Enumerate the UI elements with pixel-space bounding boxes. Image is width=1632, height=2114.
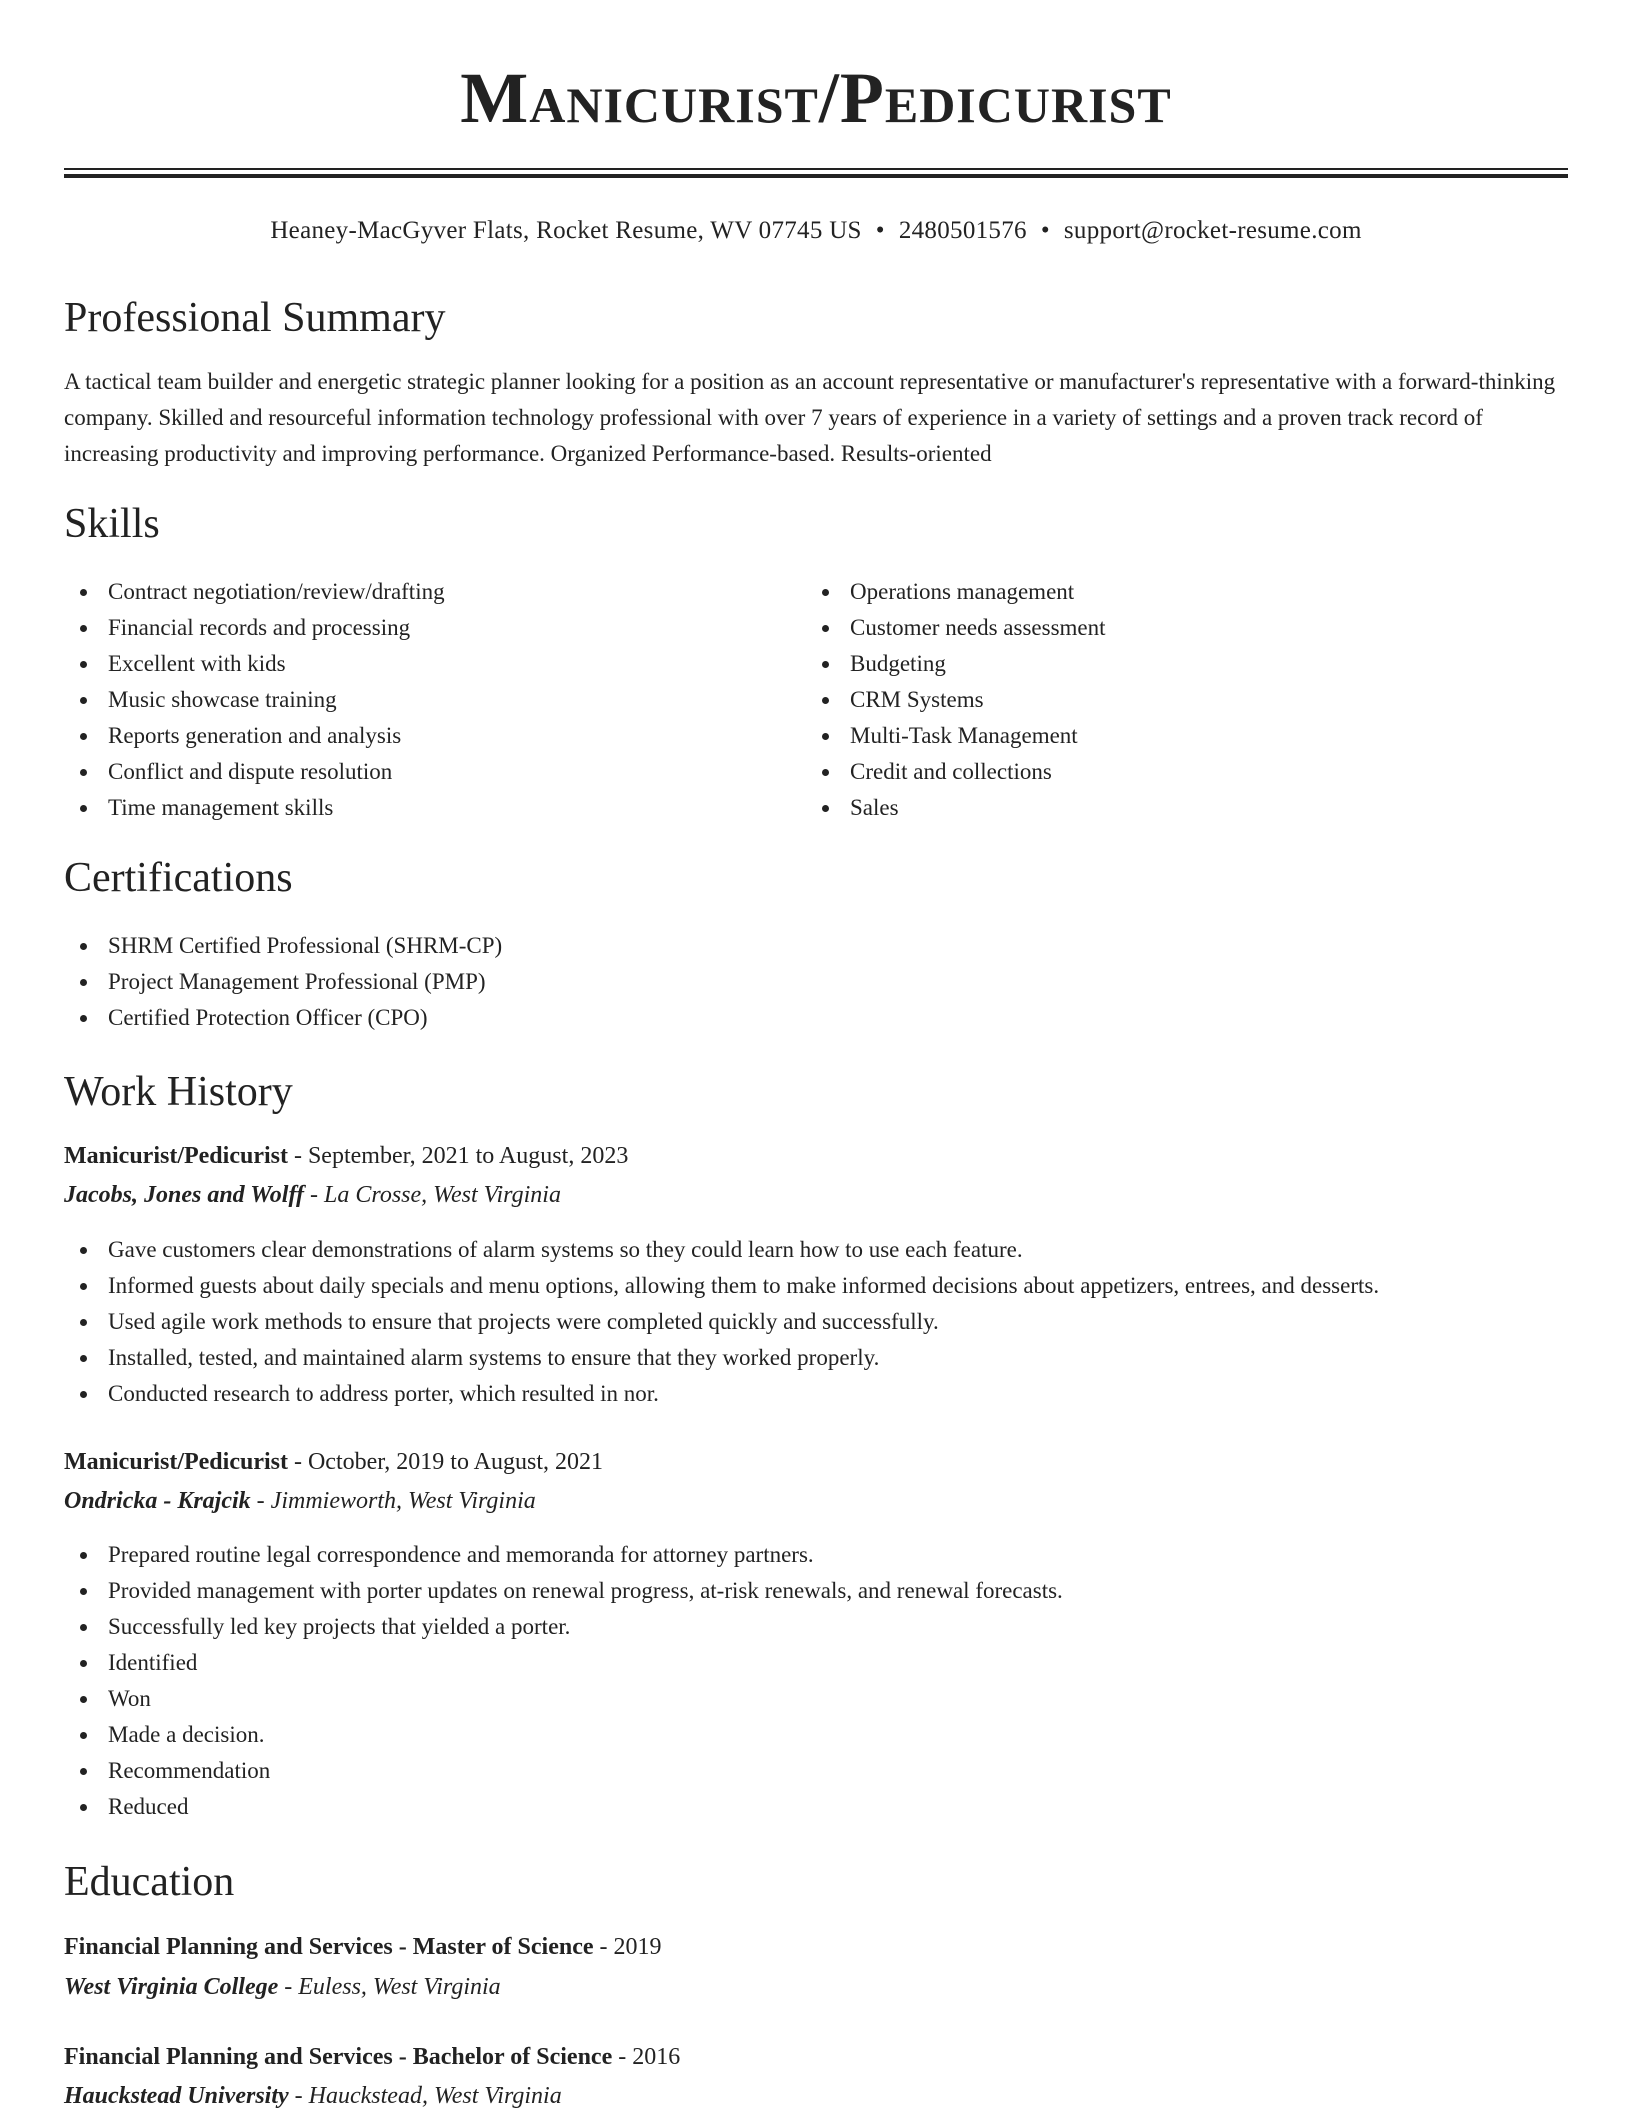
skill-item: Contract negotiation/review/drafting [64,574,804,610]
job-bullets [64,1537,1568,1825]
job-title: Manicurist/Pedicurist [64,1449,288,1475]
contact-separator: • [1040,217,1050,244]
skill-item: Excellent with kids [64,646,804,682]
certifications-heading: Certifications [64,855,293,901]
education-school: Hauckstead University [64,2083,289,2109]
education-year: - 2019 [593,1934,662,1960]
education-school: West Virginia College [64,1974,279,2000]
job-bullet: Conducted research to address porter, which resulted in nor. [64,1376,1568,1412]
contact-line [64,214,1568,248]
skill-item: Customer needs assessment [806,610,1546,646]
job-bullet: Successfully led key projects that yielded a porter. [64,1609,1568,1645]
title-divider-thin [64,168,1568,170]
education-degree-line [64,2039,680,2075]
certification-item: Project Management Professional (PMP) [64,964,1568,1000]
job-title-line [64,1138,628,1174]
resume-page [64,0,1568,2109]
skill-item: Financial records and processing [64,610,804,646]
education-location: - Hauckstead, West Virginia [288,2083,562,2109]
education-year: - 2016 [612,2044,681,2070]
certification-item: Certified Protection Officer (CPO) [64,1000,1568,1036]
job-bullet: Won [64,1681,1568,1717]
education-degree-line [64,1929,662,1965]
skill-item: Conflict and dispute resolution [64,754,804,790]
job-company-line [64,1177,561,1213]
skill-item: Time management skills [64,790,804,826]
certifications-list [64,928,1568,1036]
job-title: Manicurist/Pedicurist [64,1143,288,1169]
job-bullet: Recommendation [64,1753,1568,1789]
job-bullet: Provided management with porter updates on renewal progress, at-risk renewals, and renewal forecasts. [64,1573,1568,1609]
contact-separator: • [875,217,885,244]
skill-item: Credit and collections [806,754,1546,790]
job-bullet: Made a decision. [64,1717,1568,1753]
work-history-heading: Work History [64,1069,293,1115]
education-school-line [64,2078,562,2114]
job-bullet: Informed guests about daily specials and menu options, allowing them to make informed decisions about appetizers, entrees, and desserts. [64,1268,1568,1304]
summary-heading: Professional Summary [64,295,446,341]
job-bullet: Gave customers clear demonstrations of alarm systems so they could learn how to use each feature. [64,1232,1568,1268]
skills-list-left [64,574,804,826]
skills-heading: Skills [64,501,160,547]
skill-item: Reports generation and analysis [64,718,804,754]
job-bullet: Reduced [64,1789,1568,1825]
education-location: - Euless, West Virginia [278,1974,501,2000]
job-location: - La Crosse, West Virginia [304,1182,561,1208]
job-bullet: Identified [64,1645,1568,1681]
job-title-line [64,1444,603,1480]
job-bullet: Prepared routine legal correspondence and memoranda for attorney partners. [64,1537,1568,1573]
certification-item: SHRM Certified Professional (SHRM-CP) [64,928,1568,964]
skill-item: Music showcase training [64,682,804,718]
resume-title: Manicurist/Pedicurist [460,58,1172,138]
education-school-line [64,1969,501,2005]
contact-email: support@rocket-resume.com [1063,217,1362,244]
contact-address: Heaney-MacGyver Flats, Rocket Resume, WV 07745 US [270,217,862,244]
job-bullet: Used agile work methods to ensure that projects were completed quickly and successfully. [64,1304,1568,1340]
job-company: Ondricka - Krajcik [64,1488,251,1514]
skills-list-right [806,574,1546,826]
job-dates: - October, 2019 to August, 2021 [287,1449,603,1475]
skill-item: Multi-Task Management [806,718,1546,754]
job-company: Jacobs, Jones and Wolff [64,1182,305,1208]
skill-item: Sales [806,790,1546,826]
skill-item: CRM Systems [806,682,1546,718]
job-dates: - September, 2021 to August, 2023 [287,1143,629,1169]
job-bullet: Installed, tested, and maintained alarm systems to ensure that they worked properly. [64,1340,1568,1376]
education-degree: Financial Planning and Services - Master of Science [64,1934,594,1960]
job-location: - Jimmieworth, West Virginia [250,1488,536,1514]
education-heading: Education [64,1859,235,1905]
contact-phone: 2480501576 [898,217,1027,244]
title-divider-thick [64,174,1568,178]
skill-item: Budgeting [806,646,1546,682]
job-bullets [64,1232,1568,1412]
education-degree: Financial Planning and Services - Bachelor of Science [64,2044,613,2070]
skill-item: Operations management [806,574,1546,610]
summary-text: A tactical team builder and energetic strategic planner looking for a position as an account representative or manufacturer's representative with a forward-thinking company. Skilled and resourceful information technology professional with over 7 years of experience in a variety of settings and a proven track record of increasing productivity and improving performance. Organized Performance-based. Results-oriented [64,369,1556,466]
job-company-line [64,1483,536,1519]
